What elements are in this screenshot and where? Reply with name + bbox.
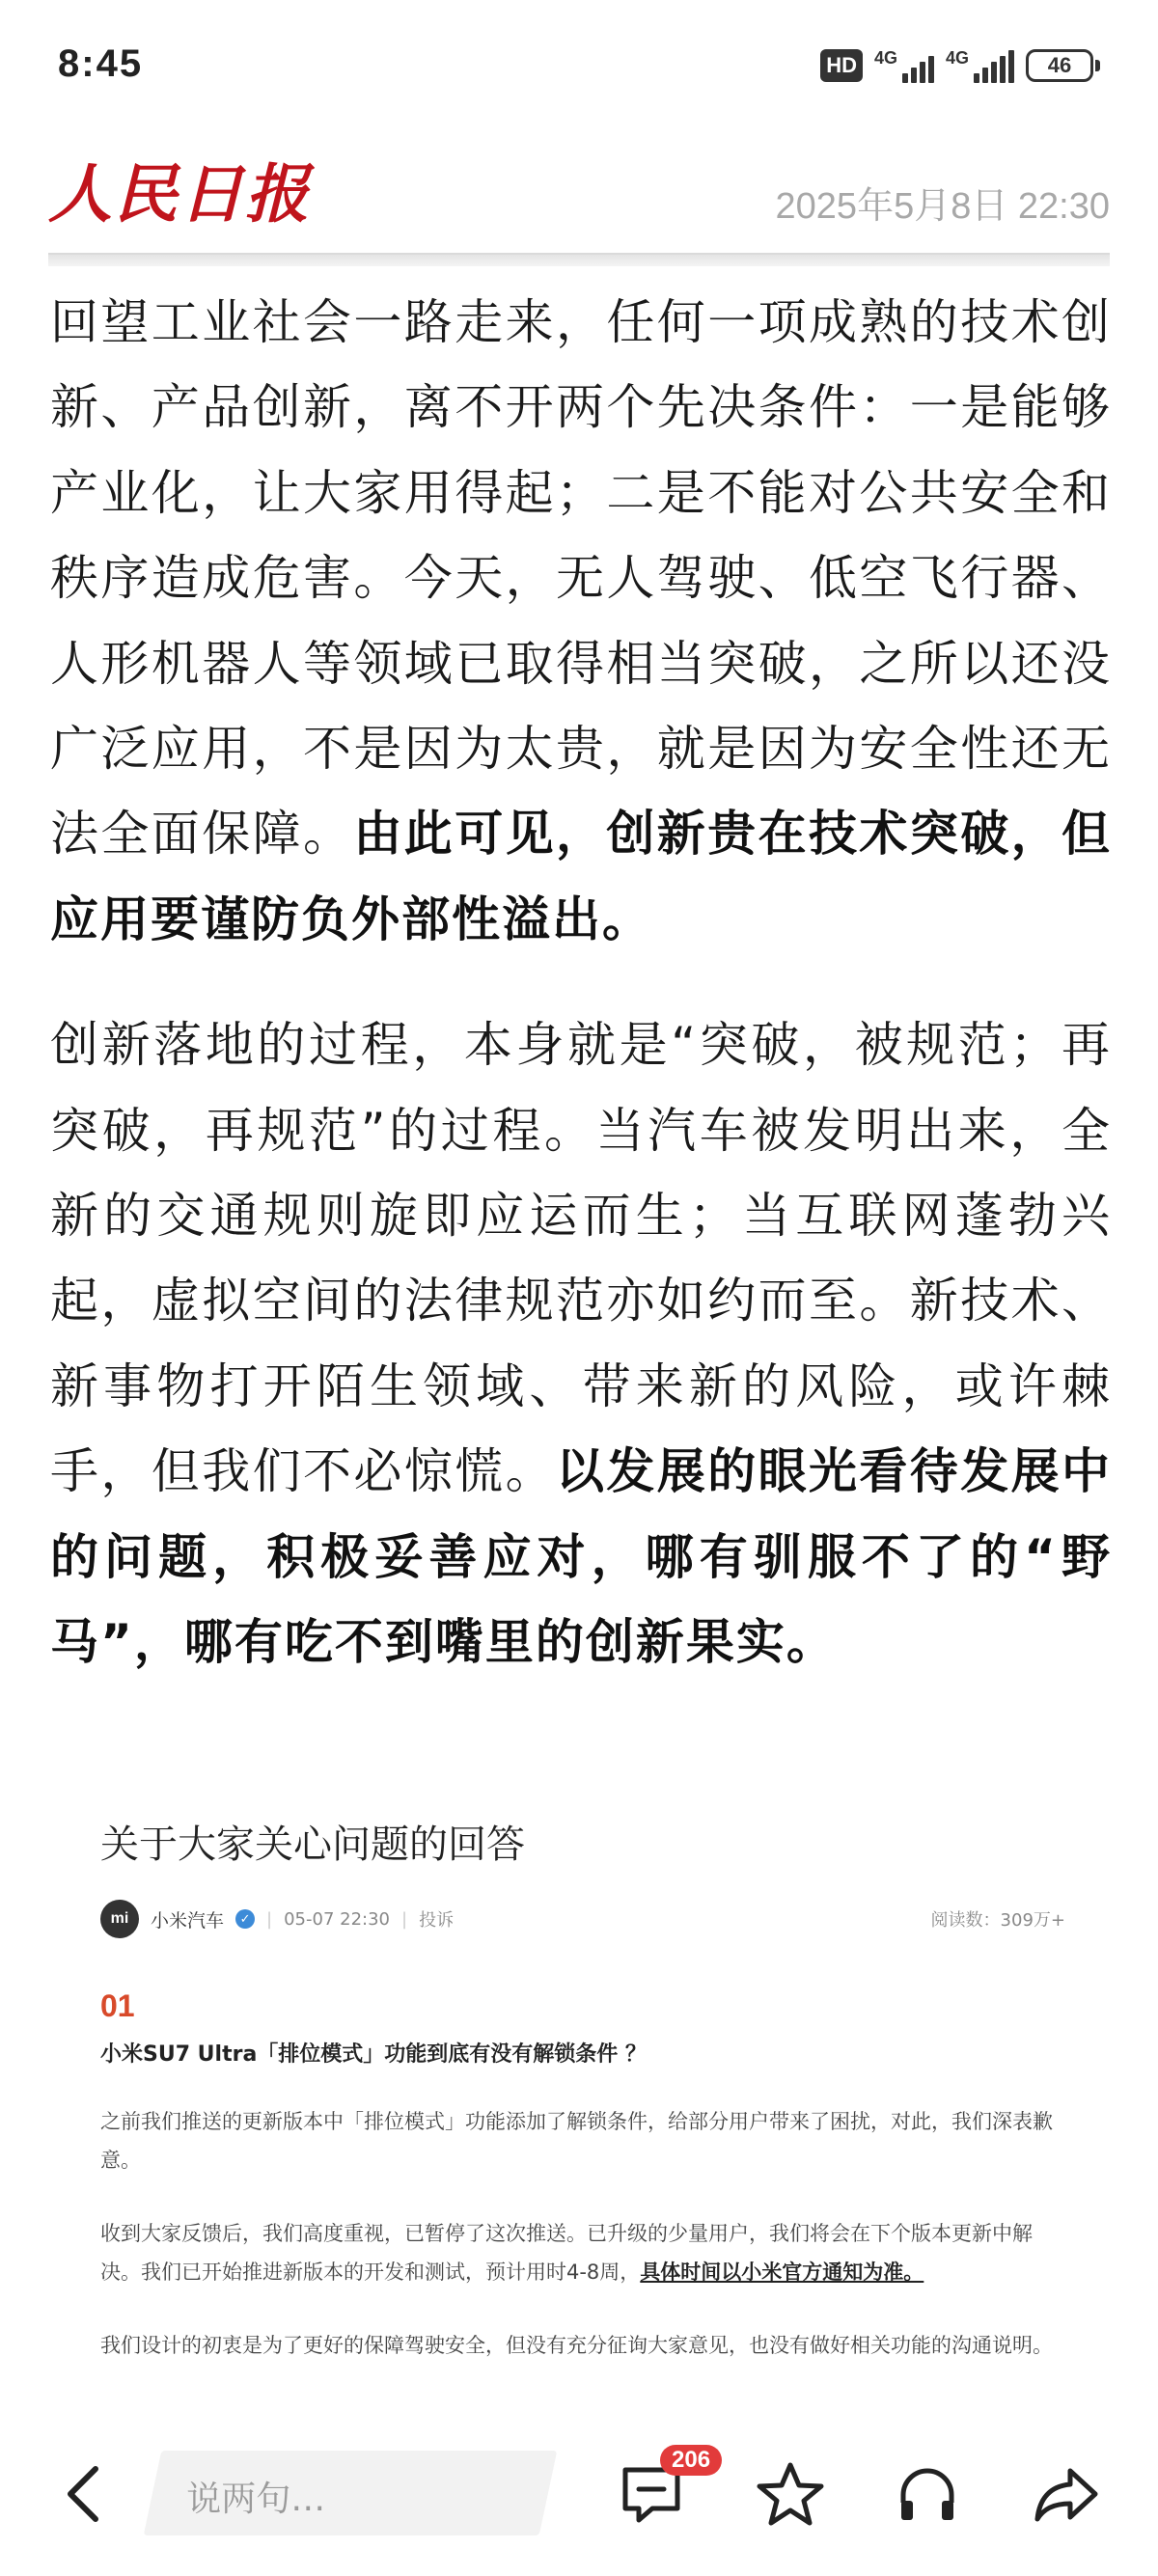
comment-input[interactable]	[144, 2451, 558, 2535]
embed-author: 小米汽车	[151, 1909, 225, 1932]
embed-meta	[100, 1898, 1065, 1940]
bottom-action-bar	[0, 2412, 1158, 2576]
embed-paragraph-2	[100, 2214, 1065, 2291]
embed-paragraph-3: 我们设计的初衷是为了更好的保障驾驶安全，但没有充分征询大家意见，也没有做好相关功能的沟通说明。	[100, 2334, 1053, 2357]
chevron-left-icon	[61, 2463, 103, 2525]
meta-separator: |	[266, 1908, 273, 1930]
battery-icon	[1026, 49, 1100, 82]
paragraph-text: 创新落地的过程，本身就是“突破，被规范；再突破，再规范”的过程。当汽车被发明出来，全新的交通规则旋即应运而生；当互联网蓬勃兴起，虚拟空间的法律规范亦如约而至。新技术、新事物打开陌生领域、带来新的风险，或许棘手，但我们不必惊慌。	[50, 1017, 1112, 1500]
battery-level: 46	[1026, 49, 1093, 82]
back-button[interactable]	[48, 2451, 116, 2537]
avatar: mi	[100, 1900, 139, 1938]
comment-placeholder: 说两句…	[186, 2480, 326, 2519]
embedded-screenshot[interactable]	[100, 1814, 1065, 2412]
status-icons	[820, 48, 1100, 83]
embed-fade	[100, 2364, 1065, 2412]
comment-count-badge: 206	[660, 2445, 722, 2476]
share-arrow-icon	[1032, 2459, 1101, 2529]
article-paragraph-2	[50, 1002, 1112, 1685]
embed-question: 小米SU7 Ultra「排位模式」功能到底有没有解锁条件 ？	[100, 2042, 647, 2067]
publisher-logo: 人民日报	[48, 156, 311, 232]
embed-datetime: 05-07 22:30	[284, 1908, 390, 1930]
paragraph-emphasis: 以发展的眼光看待发展中的问题，积极妥善应对，哪有驯服不了的“野马”，哪有吃不到嘴里的创新果实。	[50, 1443, 1112, 1671]
article-header	[48, 135, 1110, 260]
embed-report: 投诉	[419, 1910, 455, 1931]
network-type-label-2: 4G	[945, 48, 969, 68]
header-divider	[48, 253, 1110, 266]
signal-icon	[874, 48, 934, 83]
status-bar	[0, 0, 1158, 135]
embed-section-number: 01	[100, 1988, 135, 2023]
embed-paragraph-text: 收到大家反馈后，我们高度重视，已暂停了这次推送。已升级的少量用户，我们将会在下个版本更新中解决。我们已开始推进新版本的开发和测试，预计用时4-8周，	[100, 2222, 1033, 2284]
embed-read-count: 阅读数：309万+	[930, 1910, 1065, 1931]
article-paragraph-1	[50, 280, 1112, 962]
signal-icon-2	[946, 48, 1014, 83]
headphones-icon	[894, 2460, 961, 2528]
paragraph-text: 回望工业社会一路走来，任何一项成熟的技术创新、产品创新，离不开两个先决条件：一是能够产业化，让大家用得起；二是不能对公共安全和秩序造成危害。今天，无人驾驶、低空飞行器、人形机器人等领域已取得相当突破，之所以还没广泛应用，不是因为太贵，就是因为安全性还无法全面保障。	[50, 294, 1112, 863]
status-time: 8:45	[58, 42, 144, 85]
network-type-label: 4G	[873, 48, 897, 68]
embed-title: 关于大家关心问题的回答	[100, 1822, 525, 1867]
verified-icon: ✓	[235, 1909, 255, 1929]
embed-underlined-text: 具体时间以小米官方通知为准。	[640, 2261, 924, 2284]
paragraph-emphasis: 由此可见，创新贵在技术突破，但应用要谨防负外部性溢出。	[50, 806, 1113, 947]
share-button[interactable]	[1023, 2451, 1110, 2537]
article-body	[50, 280, 1112, 1685]
star-icon	[756, 2459, 825, 2529]
favorite-button[interactable]	[747, 2451, 834, 2537]
hd-badge: HD	[820, 49, 863, 82]
embed-paragraph-1: 之前我们推送的更新版本中「排位模式」功能添加了解锁条件，给部分用户带来了困扰，对此，我们深表歉意。	[100, 2110, 1053, 2172]
publish-date: 2025年5月8日 22:30	[775, 186, 1110, 227]
listen-button[interactable]	[884, 2451, 971, 2537]
meta-separator: |	[401, 1908, 408, 1930]
